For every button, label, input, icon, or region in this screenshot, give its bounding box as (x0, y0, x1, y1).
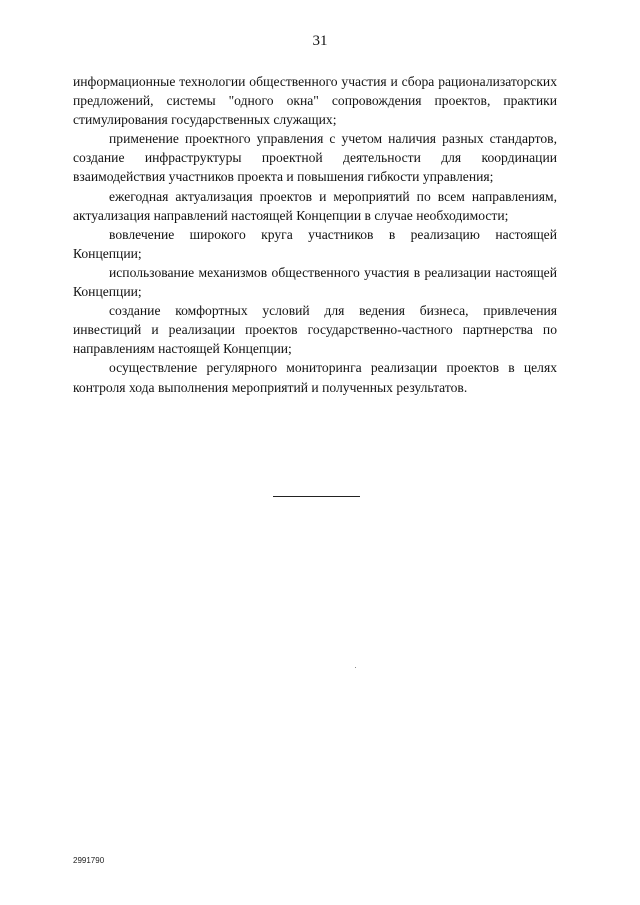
paragraph: ежегодная актуализация проектов и мероприятий по всем направлениям, актуализация направлений настоящей Концепции в случае необходимости; (73, 188, 557, 223)
paragraph: осуществление регулярного мониторинга реализации проектов в целях контроля хода выполнения мероприятий и полученных результатов. (73, 360, 557, 395)
paragraph: информационные технологии общественного участия и сбора рационализаторских предложений, системы "одного окна" сопровождения проектов, практики стимулирования государственных служащих; (73, 74, 557, 128)
document-body (73, 72, 557, 397)
paragraph: применение проектного управления с учетом наличия разных стандартов, создание инфраструктуры проектной деятельности для координации взаимодействия участников проекта и повышения гибкости управления; (73, 131, 557, 185)
scan-speck (355, 667, 356, 668)
document-code: 2991790 (73, 856, 105, 865)
page-number: 31 (312, 33, 328, 49)
paragraph: создание комфортных условий для ведения бизнеса, привлечения инвестиций и реализации проектов государственно-частного партнерства по направлениям настоящей Концепции; (73, 303, 557, 357)
paragraph: вовлечение широкого круга участников в реализацию настоящей Концепции; (73, 226, 557, 261)
end-separator-line (273, 496, 360, 497)
paragraph: использование механизмов общественного участия в реализации настоящей Концепции; (73, 264, 557, 300)
